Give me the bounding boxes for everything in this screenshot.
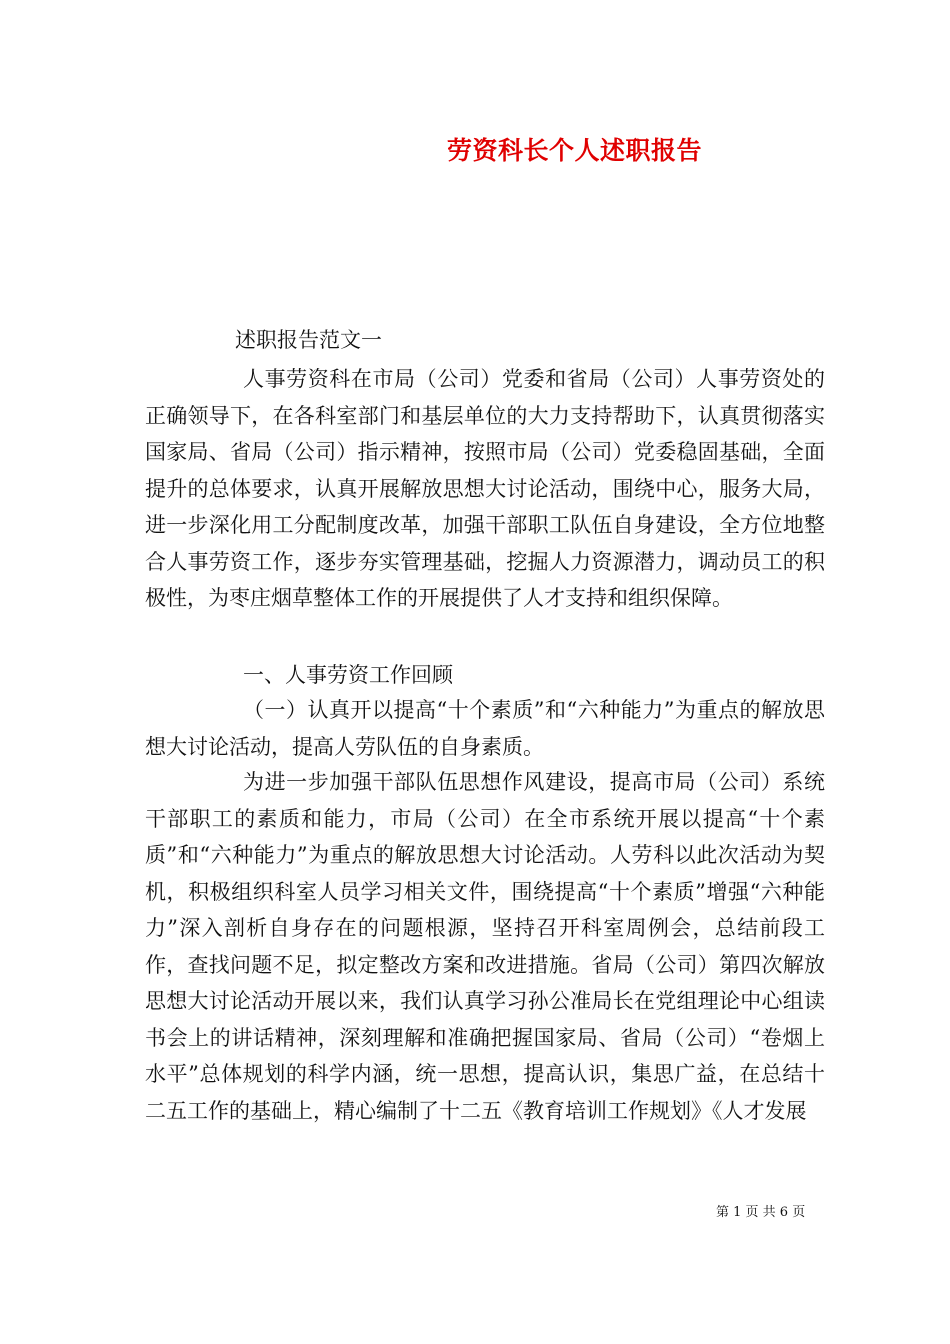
paragraph-intro: 人事劳资科在市局（公司）党委和省局（公司）人事劳资处的正确领导下，在各科室部门和基层单位的大力支持帮助下，认真贯彻落实国家局、省局（公司）指示精神，按照市局（公司）党委稳固基础，全面提升的总体要求，认真开展解放思想大讨论活动，围绕中心，服务大局，进一步深化用工分配制度改革，加强干部职工队伍自身建设，全方位地整合人事劳资工作，逐步夯实管理基础，挖掘人力资源潜力，调动员工的积极性，为枣庄烟草整体工作的开展提供了人才支持和组织保障。 bbox=[145, 367, 825, 610]
page-footer: 第 1 页 共 6 页 bbox=[716, 1205, 806, 1220]
document-subtitle: 述职报告范文一 bbox=[235, 328, 382, 352]
document-title: 劳资科长个人述职报告 bbox=[447, 136, 703, 165]
subsection-heading: （一）认真开以提高“十个素质”和“六种能力”为重点的解放思想大讨论活动，提高人劳队伍的自身素质。 bbox=[145, 698, 825, 759]
paragraph-body: 为进一步加强干部队伍思想作风建设，提高市局（公司）系统干部职工的素质和能力，市局（公司）在全市系统开展以提高“十个素质”和“六种能力”为重点的解放思想大讨论活动。人劳科以此次活动为契机，积极组织科室人员学习相关文件，围绕提高“十个素质”增强“六种能力”深入剖析自身存在的问题根源，坚持召开科室周例会，总结前段工作，查找问题不足，拟定整改方案和改进措施。省局（公司）第四次解放思想大讨论活动开展以来，我们认真学习孙公准局长在党组理论中心组读书会上的讲话精神，深刻理解和准确把握国家局、省局（公司）“卷烟上水平”总体规划的科学内涵，统一思想，提高认识，集思广益，在总结十二五工作的基础上，精心编制了十二五《教育培训工作规划》《人才发展 bbox=[145, 770, 825, 1123]
section-heading: 一、人事劳资工作回顾 bbox=[243, 663, 453, 687]
